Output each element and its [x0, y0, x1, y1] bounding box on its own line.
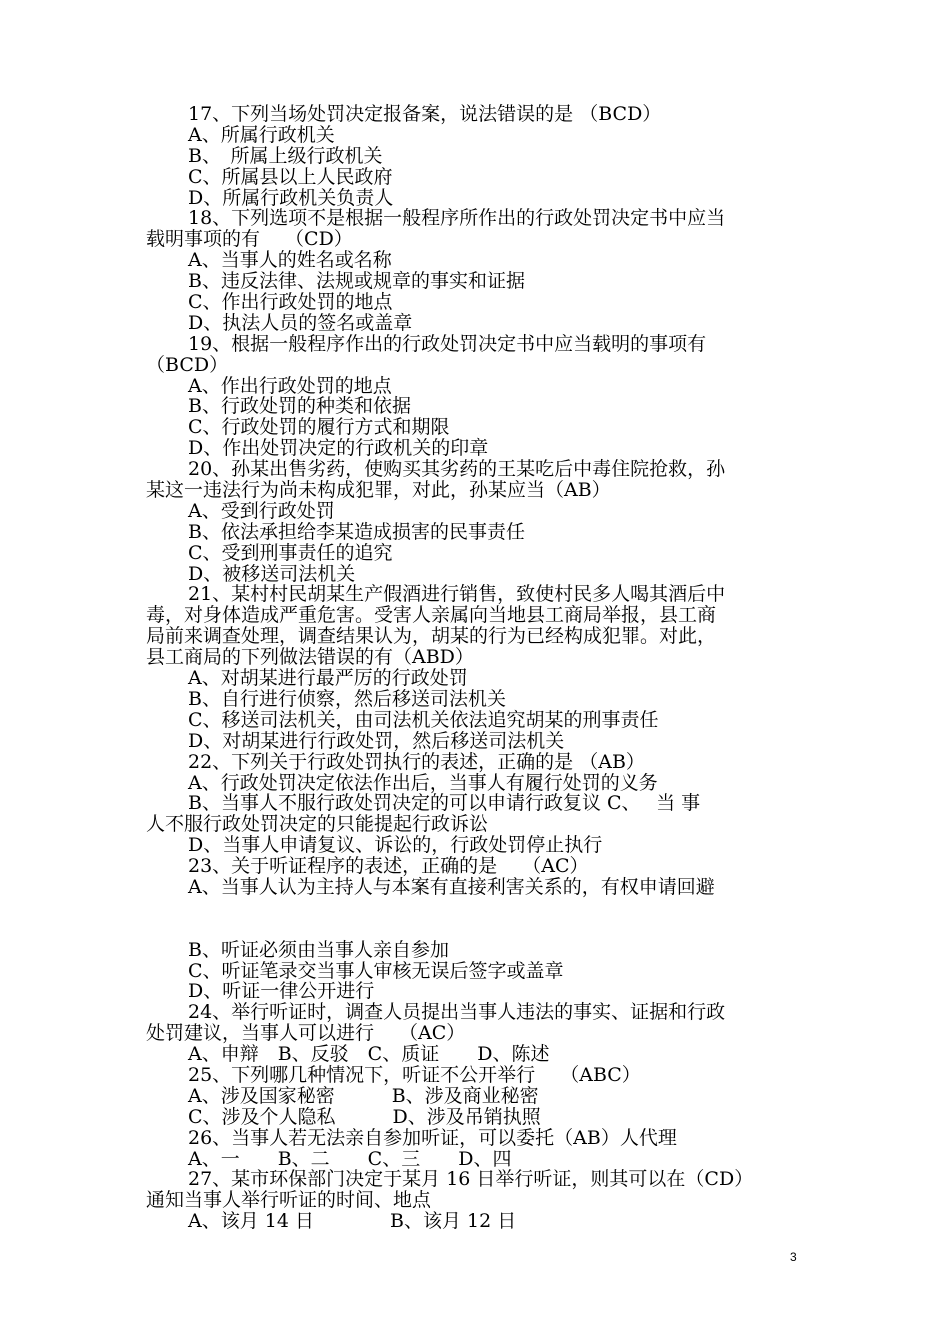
text-line: D、执法人员的签名或盖章: [188, 311, 413, 334]
text-line: 26、当事人若无法亲自参加听证，可以委托（AB）人代理: [188, 1126, 677, 1149]
text-line: A、申辩 B、反驳 C、质证 D、陈述: [188, 1043, 550, 1066]
text-line: B、自行进行侦察，然后移送司法机关: [188, 687, 506, 710]
text-line: A、当事人认为主持人与本案有直接利害关系的，有权申请回避: [188, 875, 715, 898]
text-line: C、听证笔录交当事人审核无误后签字或盖章: [188, 959, 564, 982]
text-line: 通知当事人举行听证的时间、地点: [146, 1189, 432, 1212]
text-line: D、被移送司法机关: [188, 562, 356, 585]
text-line: A、对胡某进行最严厉的行政处罚: [188, 667, 468, 690]
text-line: 21、某村村民胡某生产假酒进行销售，致使村民多人喝其酒后中: [188, 583, 726, 606]
text-line: 19、根据一般程序作出的行政处罚决定书中应当载明的事项有: [188, 332, 707, 355]
text-line: 22、下列关于行政处罚执行的表述，正确的是 （AB）: [188, 750, 645, 773]
text-line: 18、下列选项不是根据一般程序所作出的行政处罚决定书中应当: [188, 207, 726, 230]
text-line: A、涉及国家秘密 B、涉及商业秘密: [188, 1084, 539, 1107]
text-line: 27、某市环保部门决定于某月 16 日举行听证，则其可以在（CD）: [188, 1168, 754, 1191]
text-line: 载明事项的有 （CD）: [146, 228, 353, 251]
document-body: [146, 104, 810, 1232]
text-line: 处罚建议，当事人可以进行 （AC）: [146, 1022, 466, 1045]
text-line: C、涉及个人隐私 D、涉及吊销执照: [188, 1105, 541, 1128]
text-line: C、受到刑事责任的追究: [188, 541, 393, 564]
text-line: 毒，对身体造成严重危害。受害人亲属向当地县工商局举报，县工商: [146, 604, 717, 627]
blank-line: [146, 898, 810, 940]
text-line: B、听证必须由当事人亲自参加: [188, 938, 449, 961]
text-line: A、受到行政处罚: [188, 499, 335, 522]
text-line: B、违反法律、法规或规章的事实和证据: [188, 270, 525, 293]
text-line: （BCD）: [146, 353, 229, 376]
text-line: A、当事人的姓名或名称: [188, 249, 392, 272]
text-line: 县工商局的下列做法错误的有（ABD）: [146, 646, 474, 669]
text-line: D、对胡某进行行政处罚，然后移送司法机关: [188, 729, 565, 752]
text-line: 23、关于听证程序的表述，正确的是 （AC）: [188, 855, 589, 878]
text-line: A、行政处罚决定依法作出后，当事人有履行处罚的义务: [188, 771, 658, 794]
page-number: 3: [790, 1250, 797, 1264]
text-line: 17、下列当场处罚决定报备案，说法错误的是 （BCD）: [188, 103, 662, 125]
text-line: A、作出行政处罚的地点: [188, 374, 392, 397]
text-line: D、所属行政机关负责人: [188, 186, 394, 209]
text-line: B、 所属上级行政机关: [188, 144, 383, 167]
text-line: A、所属行政机关: [188, 123, 335, 146]
text-line: A、该月 14 日 B、该月 12 日: [188, 1210, 517, 1233]
text-line: C、移送司法机关，由司法机关依法追究胡某的刑事责任: [188, 708, 659, 731]
text-line: C、作出行政处罚的地点: [188, 291, 393, 314]
text-line: 20、孙某出售劣药，使购买其劣药的王某吃后中毒住院抢救，孙: [188, 458, 726, 481]
text-line: A、一 B、二 C、三 D、四: [188, 1147, 512, 1170]
text-line: 局前来调查处理，调查结果认为，胡某的行为已经构成犯罪。对此，: [146, 625, 717, 648]
text-line: B、行政处罚的种类和依据: [188, 395, 411, 418]
text-line: B、依法承担给李某造成损害的民事责任: [188, 520, 525, 543]
text-line: D、当事人申请复议、诉讼的，行政处罚停止执行: [188, 834, 603, 857]
text-line: 人不服行政处罚决定的只能提起行政诉讼: [146, 813, 489, 836]
text-line: D、作出处罚决定的行政机关的印章: [188, 437, 489, 460]
text-line: 25、下列哪几种情况下，听证不公开举行 （ABC）: [188, 1063, 641, 1086]
text-line: 某这一违法行为尚未构成犯罪，对此，孙某应当（AB）: [146, 479, 611, 502]
text-line: 24、举行听证时，调查人员提出当事人违法的事实、证据和行政: [188, 1001, 726, 1024]
text-line: C、所属县以上人民政府: [188, 165, 393, 188]
text-line: C、行政处罚的履行方式和期限: [188, 416, 450, 439]
text-line: B、当事人不服行政处罚决定的可以申请行政复议 C、 当 事: [188, 792, 701, 815]
text-line: D、听证一律公开进行: [188, 980, 375, 1003]
